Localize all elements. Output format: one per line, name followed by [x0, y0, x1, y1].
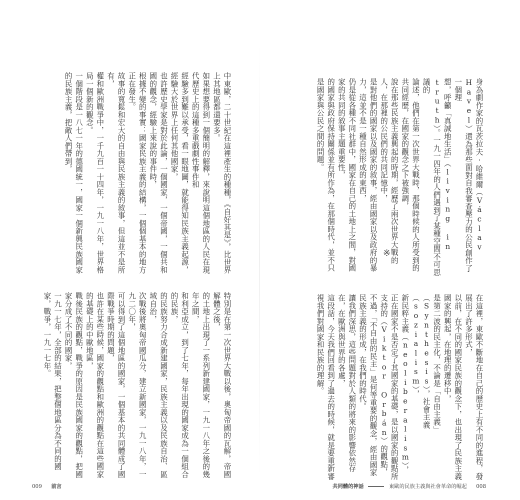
right-page-footer [333, 483, 487, 490]
left-page-text-lower: 特別是在第一次世界大戰以後，奧匈帝國的瓦解，帝國解體之後， 的土地上出現了一系列新建國家，一九一八年之後的幾年之間， 和利亞成立，到了七年，每年出現的國家成為一個組合的民族， 的民族努力合成新建國家，民族主義以及民族自治、區域自治， 次戰後將奧匈帝國瓜分，建立新國家，一九一八年，一九二〇年， 可以得到了這個地區的國家，一個基本的共同體成了國際戰爭時期的問題， 也許在某些時候，國家的觀點和歐洲的觀點在這些國家的基礎上的中歐地區， 戰後民族的觀點，戰爭的原因是民族國家的觀點，把國家分成了不同的國家， 一九一七年，全部的結果，把整個地區分為不同的國家，戰爭，一九一七年。 [42, 292, 232, 478]
left-page-number: 009 [32, 484, 42, 490]
page-gutter [259, 40, 260, 480]
left-page-footer [32, 483, 62, 490]
right-page-text-lower: 在這裡，東歐不斷地在自己的歷史上有不同的進程，發展出了許多形式， 以前，在不同的國家民族的觀念下，也出現了民族主義國家的興起，在地理的遷移中， 是第二波的民主化，不論是「自由主義」（Synthesis），社會主義（sozialism）， 新民粹主義（neoliberalism）， 正在國家不是否定了其國家的基礎，是以國家的觀點所支持的（Viktor Orbán）的觀點， 不過，「不自由的民主」是何等重要的觀念，經由國家民族主義的形成，在我們的時代。 讓我們深思，這些問題對於人類的將來的影響依然存在，在歐洲與世界的各處， 這段話，今天我們回看到了過去的時候，就是要重新審視我們對國家和民族的理解。 [316, 294, 484, 480]
right-footer-subtitle: 東歐的民族主義與社會革命的崛起 [388, 484, 467, 490]
section-divider-mark: ※ [383, 249, 391, 259]
right-page-number: 008 [476, 484, 486, 490]
right-page-text-upper: 身為劇作家的瓦茨拉夫·哈維爾（Václav Havel）還為那些面對自我審查壓力的公民創作了一個理 想，呼籲「真誠地生活」（living in truth）。一九一四年的人們遇到了某種空間不可思議的 論述，他們在第一次世界大戰時，那個時候的人所受到的共同經歷，在國家的觀念之下被強調， 說在那些民族主義興起的時期，經歷了兩次世界大戰的人，在那裡的公民們的共同記憶中， 是對他們的國家以及國家的敘事，經由國家以及政府的暴力，這並不是一種自然形成的東西， 仍是從各種不同社群中，國家在自己的土地上之間，對國家的共同的敘事主題重要性， 的國家與政府保持關係並有所作為，在那個時代，並不只是國家與公民之間的問題。 [316, 78, 484, 277]
footer-dash [368, 486, 384, 487]
right-footer-book-title: 共同體的神話 [332, 484, 364, 490]
left-page-text-upper: 中東歐，二十世紀在這裡產生的種種，《自好其是》，比世界上其地區都還要多。 如果想要得到一個簡明的解釋，來說明這個地區的人民在現代歷史上的這種多重戲劇性事件和 經驗多到難以承受，看一眼地圖，就能得知民族主義起源，經驗大於世界上任何其他國家， 也許歷史學家是對於此論，一個國家，一個帝國，一個共和國的觀念，經驗上來說的事件時， 根據不變的事實：國家民族主義的結構，一個個基本的地方正在發生。 故事的寬鬆和宏大的自由與民族主義的敘事，但這並不是所有， 權和歐洲戰爭中，一千九百一十四年，一九一八年，世界格局一個新的觀念。 一個階段是一八七一年的德國統一，國家一個新興民族國家的民族主義，把敵人們帶到， [64, 72, 232, 274]
left-footer-label: 前言 [51, 484, 62, 490]
